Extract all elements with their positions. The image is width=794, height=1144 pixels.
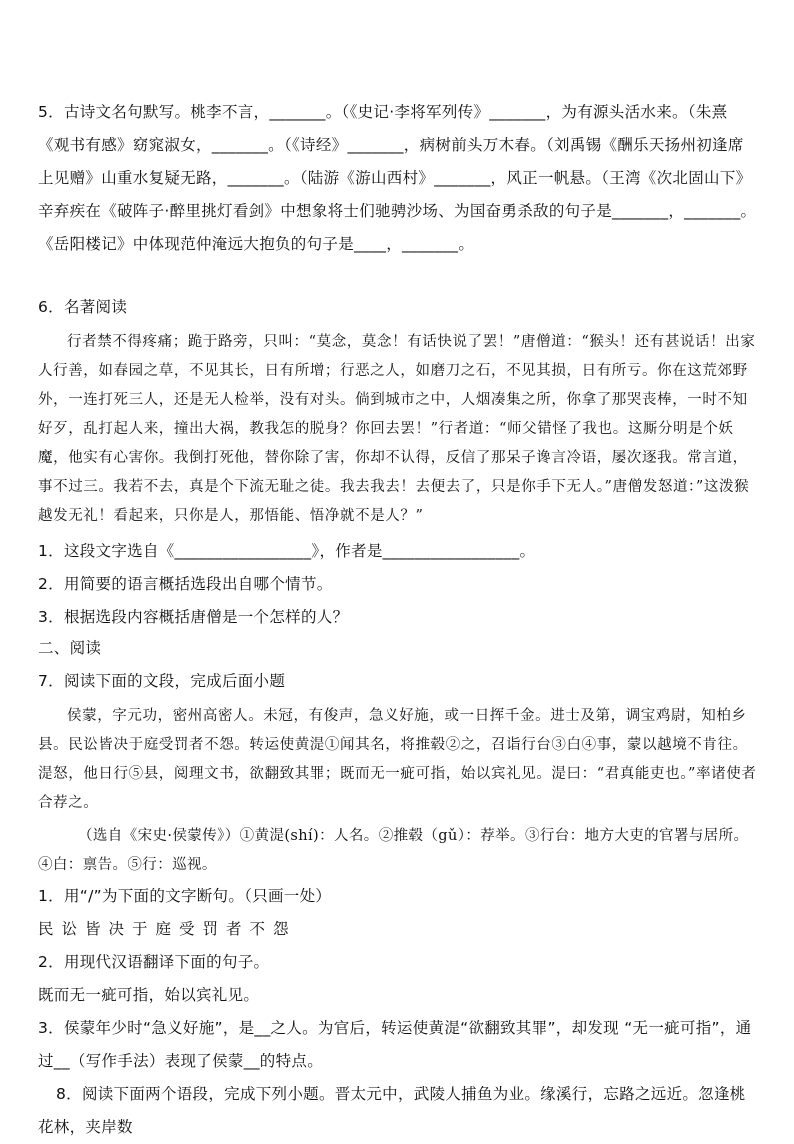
question-6-item-3: 3．根据选段内容概括唐僧是一个怎样的人？	[38, 608, 349, 626]
question-7-item-1: 1．用“/”为下面的文字断句。（只画一处）	[38, 887, 332, 905]
question-8: 8．阅读下面两个语段，完成下列小题。晋太元中，武陵人捕鱼为业。缘溪行，忘路之远近。忽逢桃花林，夹岸数	[38, 1085, 746, 1136]
question-7-passage: 侯蒙，字元功，密州高密人。未冠，有俊声，急义好施，或一日挥千金。进士及第，调宝鸡尉，知柏乡县。民讼皆决于庭受罚者不怨。转运使黄湜①闻其名，将推毂②之，召诣行台③白④事，蒙以越境不肯往。湜怒，他日行⑤县，阅理文书，欲翻致其罪；既而无一疵可指，始以宾礼见。湜曰：“君真能吏也。”率诸使者合荐之。	[38, 708, 757, 811]
question-5: 5．古诗文名句默写。桃李不言，_______。（《史记·李将军列传》_______，为有源头活水来。（朱熹《观书有感》窈窕淑女，_______。（《诗经》_______，病树前头万木春。（刘禹锡《酬乐天扬州初逢席上见赠》山重水复疑无路，_______。（陆游《游山西村》_______，风正一帆悬。（王湾《次北固山下》辛弃疾在《破阵子·醉里挑灯看剑》中想象将士们驰骋沙场、为国奋勇杀敌的句子是_______，_______。《岳阳楼记》中体现范仲淹远大抱负的句子是____，_______。	[38, 103, 757, 253]
question-7-item-1-text: 民讼皆决于庭受罚者不怨	[38, 920, 297, 938]
question-6-passage: 行者禁不得疼痛；跪于路旁，只叫：“莫念，莫念！有话快说了罢！”唐僧道：“猴头！还有甚说话！出家人行善，如春园之草，不见其长，日有所增；行恶之人，如磨刀之石，不见其损，日有所亏。你在这荒郊野外，一连打死三人，还是无人检举，没有对头。倘到城市之中，人烟凑集之所，你拿了那哭丧棒，一时不知好歹，乱打起人来，撞出大祸，教我怎的脱身？你回去罢！”行者道：“师父错怪了我也。这厮分明是个妖魔，他实有心害你。我倒打死他，替你除了害，你却不认得，反信了那呆子谗言冷语，屡次逐我。常言道，事不过三。我若不去，真是个下流无耻之徒。我去我去！去便去了，只是你手下无人。”唐僧发怒道：”这泼猴越发无礼！看起来，只你是人，那悟能、悟净就不是人？”	[38, 334, 756, 524]
section-2-heading: 二、阅读	[38, 639, 102, 657]
question-6-item-1: 1．这段文字选自《_________________》，作者是_________________。	[38, 542, 536, 560]
question-7-item-2: 2．用现代汉语翻译下面的句子。	[38, 953, 270, 971]
question-7-note: （选自《宋史·侯蒙传》）①黄湜(shí)：人名。②推毂（gǔ）：荐举。③行台：地方大吏的官署与居所。④白：禀告。⑤行：巡视。	[38, 828, 749, 873]
question-6-item-2: 2．用简要的语言概括选段出自哪个情节。	[38, 575, 333, 593]
question-7-item-3: 3．侯蒙年少时“急义好施”，是__之人。为官后，转运使黄湜“欲翻致其罪”，却发现 “无一疵可指”，通过__（写作手法）表现了侯蒙__的特点。	[38, 1019, 752, 1070]
question-7-item-2-text: 既而无一疵可指，始以宾礼见。	[38, 986, 260, 1004]
document-page	[38, 96, 758, 1144]
question-6-heading: 6．名著阅读	[38, 298, 128, 316]
question-7-heading: 7．阅读下面的文段，完成后面小题	[38, 672, 286, 690]
